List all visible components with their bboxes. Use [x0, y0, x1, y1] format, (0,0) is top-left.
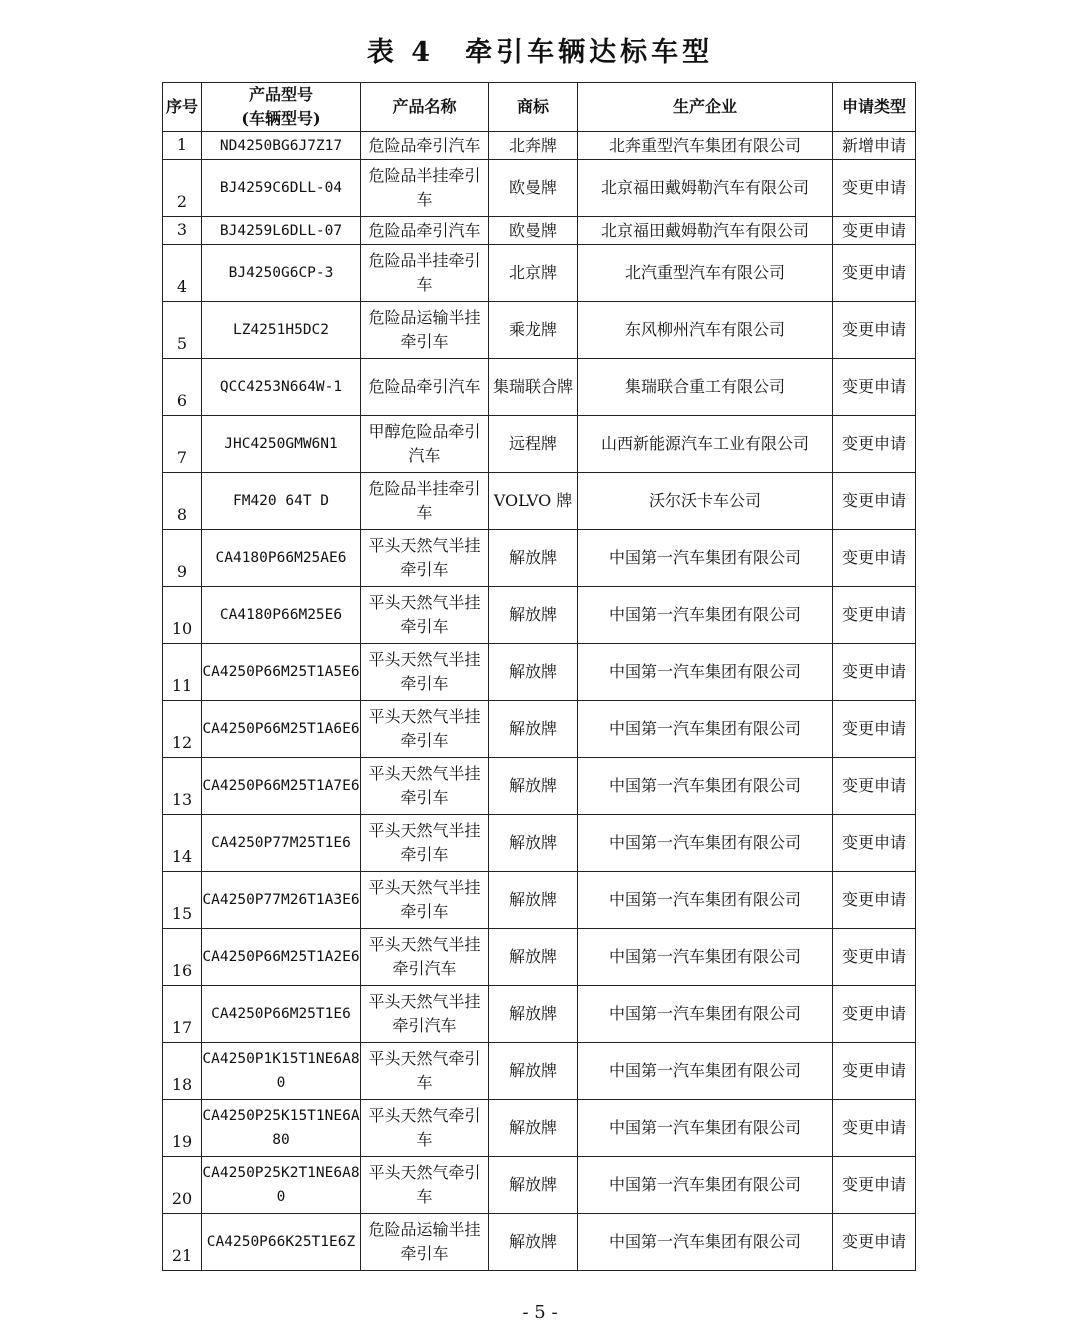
cell-brand: 解放牌 [489, 929, 578, 986]
cell-product-name: 危险品半挂牵引车 [361, 245, 489, 302]
table-row [163, 416, 916, 473]
header-model: 产品型号 (车辆型号) [202, 83, 361, 132]
cell-model: CA4250P66M25T1A7E6 [202, 758, 361, 815]
cell-model: CA4250P66M25T1A2E6 [202, 929, 361, 986]
cell-brand: 解放牌 [489, 701, 578, 758]
cell-product-name: 平头天然气半挂牵引车 [361, 530, 489, 587]
cell-maker: 中国第一汽车集团有限公司 [578, 815, 833, 872]
cell-maker: 中国第一汽车集团有限公司 [578, 530, 833, 587]
cell-model: FM420 64T D [202, 473, 361, 530]
table-row [163, 929, 916, 986]
cell-model: CA4250P25K15T1NE6A80 [202, 1100, 361, 1157]
cell-seq: 15 [163, 872, 202, 929]
table-row [163, 302, 916, 359]
cell-brand: 解放牌 [489, 644, 578, 701]
cell-seq: 18 [163, 1043, 202, 1100]
cell-application-type: 变更申请 [833, 986, 916, 1043]
cell-application-type: 变更申请 [833, 872, 916, 929]
table-row [163, 872, 916, 929]
cell-application-type: 变更申请 [833, 1214, 916, 1271]
cell-application-type: 变更申请 [833, 160, 916, 217]
cell-maker: 东风柳州汽车有限公司 [578, 302, 833, 359]
cell-application-type: 变更申请 [833, 217, 916, 245]
vehicle-table [162, 82, 916, 1271]
cell-seq: 10 [163, 587, 202, 644]
cell-application-type: 变更申请 [833, 473, 916, 530]
cell-application-type: 变更申请 [833, 359, 916, 416]
cell-seq: 20 [163, 1157, 202, 1214]
table-header-row [163, 83, 916, 132]
cell-brand: 解放牌 [489, 872, 578, 929]
cell-application-type: 变更申请 [833, 245, 916, 302]
cell-maker: 中国第一汽车集团有限公司 [578, 1043, 833, 1100]
cell-model: CA4250P25K2T1NE6A80 [202, 1157, 361, 1214]
cell-application-type: 变更申请 [833, 530, 916, 587]
cell-product-name: 平头天然气半挂牵引车 [361, 701, 489, 758]
cell-model: CA4250P1K15T1NE6A80 [202, 1043, 361, 1100]
header-brand: 商标 [489, 83, 578, 132]
cell-brand: VOLVO 牌 [489, 473, 578, 530]
cell-application-type: 变更申请 [833, 587, 916, 644]
cell-product-name: 危险品运输半挂牵引车 [361, 1214, 489, 1271]
cell-seq: 19 [163, 1100, 202, 1157]
cell-maker: 中国第一汽车集团有限公司 [578, 872, 833, 929]
cell-seq: 1 [163, 132, 202, 160]
cell-seq: 21 [163, 1214, 202, 1271]
cell-model: CA4250P77M25T1E6 [202, 815, 361, 872]
cell-brand: 乘龙牌 [489, 302, 578, 359]
cell-maker: 北京福田戴姆勒汽车有限公司 [578, 217, 833, 245]
cell-brand: 解放牌 [489, 587, 578, 644]
cell-product-name: 平头天然气半挂牵引车 [361, 587, 489, 644]
cell-model: QCC4253N664W-1 [202, 359, 361, 416]
cell-model: BJ4259L6DLL-07 [202, 217, 361, 245]
table-row [163, 1100, 916, 1157]
cell-maker: 中国第一汽车集团有限公司 [578, 1157, 833, 1214]
cell-application-type: 变更申请 [833, 302, 916, 359]
cell-brand: 解放牌 [489, 1043, 578, 1100]
cell-brand: 解放牌 [489, 1214, 578, 1271]
cell-model: CA4180P66M25E6 [202, 587, 361, 644]
cell-product-name: 甲醇危险品牵引汽车 [361, 416, 489, 473]
cell-application-type: 变更申请 [833, 758, 916, 815]
cell-product-name: 危险品半挂牵引车 [361, 473, 489, 530]
cell-model: JHC4250GMW6N1 [202, 416, 361, 473]
cell-seq: 2 [163, 160, 202, 217]
cell-model: BJ4259C6DLL-04 [202, 160, 361, 217]
cell-maker: 山西新能源汽车工业有限公司 [578, 416, 833, 473]
cell-product-name: 平头天然气半挂牵引车 [361, 644, 489, 701]
table-row [163, 132, 916, 160]
header-seq: 序号 [163, 83, 202, 132]
cell-application-type: 变更申请 [833, 1157, 916, 1214]
cell-brand: 解放牌 [489, 530, 578, 587]
cell-brand: 欧曼牌 [489, 160, 578, 217]
table-row [163, 245, 916, 302]
cell-product-name: 平头天然气半挂牵引车 [361, 872, 489, 929]
cell-maker: 北京福田戴姆勒汽车有限公司 [578, 160, 833, 217]
cell-product-name: 平头天然气半挂牵引汽车 [361, 929, 489, 986]
cell-brand: 欧曼牌 [489, 217, 578, 245]
cell-brand: 北京牌 [489, 245, 578, 302]
cell-maker: 中国第一汽车集团有限公司 [578, 644, 833, 701]
table-title: 表 4 牵引车辆达标车型 [366, 37, 714, 68]
cell-product-name: 平头天然气半挂牵引汽车 [361, 986, 489, 1043]
table-row [163, 701, 916, 758]
table-row [163, 1043, 916, 1100]
page-number: - 5 - [522, 1302, 558, 1323]
cell-brand: 远程牌 [489, 416, 578, 473]
cell-brand: 解放牌 [489, 815, 578, 872]
cell-seq: 6 [163, 359, 202, 416]
cell-brand: 解放牌 [489, 1157, 578, 1214]
header-maker: 生产企业 [578, 83, 833, 132]
table-row [163, 815, 916, 872]
cell-maker: 北奔重型汽车集团有限公司 [578, 132, 833, 160]
cell-product-name: 危险品牵引汽车 [361, 132, 489, 160]
cell-maker: 中国第一汽车集团有限公司 [578, 929, 833, 986]
cell-model: CA4250P66K25T1E6Z [202, 1214, 361, 1271]
cell-seq: 8 [163, 473, 202, 530]
cell-product-name: 平头天然气牵引车 [361, 1100, 489, 1157]
table-row [163, 530, 916, 587]
cell-seq: 9 [163, 530, 202, 587]
cell-seq: 12 [163, 701, 202, 758]
table-row [163, 160, 916, 217]
cell-application-type: 变更申请 [833, 1043, 916, 1100]
cell-seq: 4 [163, 245, 202, 302]
cell-seq: 17 [163, 986, 202, 1043]
cell-seq: 11 [163, 644, 202, 701]
cell-seq: 5 [163, 302, 202, 359]
cell-maker: 沃尔沃卡车公司 [578, 473, 833, 530]
cell-brand: 解放牌 [489, 758, 578, 815]
cell-model: CA4250P77M26T1A3E6 [202, 872, 361, 929]
cell-product-name: 平头天然气牵引车 [361, 1043, 489, 1100]
cell-seq: 13 [163, 758, 202, 815]
cell-model: ND4250BG6J7Z17 [202, 132, 361, 160]
cell-application-type: 变更申请 [833, 701, 916, 758]
table-row [163, 986, 916, 1043]
cell-seq: 7 [163, 416, 202, 473]
cell-product-name: 平头天然气半挂牵引车 [361, 758, 489, 815]
cell-model: CA4250P66M25T1A6E6 [202, 701, 361, 758]
cell-application-type: 变更申请 [833, 644, 916, 701]
table-row [163, 587, 916, 644]
table-row [163, 473, 916, 530]
cell-maker: 北汽重型汽车有限公司 [578, 245, 833, 302]
cell-seq: 16 [163, 929, 202, 986]
cell-product-name: 平头天然气牵引车 [361, 1157, 489, 1214]
cell-brand: 北奔牌 [489, 132, 578, 160]
cell-maker: 集瑞联合重工有限公司 [578, 359, 833, 416]
cell-brand: 解放牌 [489, 986, 578, 1043]
cell-application-type: 变更申请 [833, 815, 916, 872]
table-row [163, 359, 916, 416]
cell-application-type: 新增申请 [833, 132, 916, 160]
table-row [163, 758, 916, 815]
cell-maker: 中国第一汽车集团有限公司 [578, 1214, 833, 1271]
cell-seq: 14 [163, 815, 202, 872]
header-type: 申请类型 [833, 83, 916, 132]
table-row [163, 1214, 916, 1271]
table-row [163, 644, 916, 701]
cell-maker: 中国第一汽车集团有限公司 [578, 587, 833, 644]
cell-product-name: 平头天然气半挂牵引车 [361, 815, 489, 872]
cell-application-type: 变更申请 [833, 1100, 916, 1157]
cell-product-name: 危险品半挂牵引车 [361, 160, 489, 217]
cell-maker: 中国第一汽车集团有限公司 [578, 986, 833, 1043]
cell-model: LZ4251H5DC2 [202, 302, 361, 359]
table-row [163, 217, 916, 245]
header-name: 产品名称 [361, 83, 489, 132]
cell-model: CA4250P66M25T1A5E6 [202, 644, 361, 701]
cell-brand: 集瑞联合牌 [489, 359, 578, 416]
cell-brand: 解放牌 [489, 1100, 578, 1157]
cell-model: BJ4250G6CP-3 [202, 245, 361, 302]
table-row [163, 1157, 916, 1214]
table-body [163, 132, 916, 1271]
cell-product-name: 危险品运输半挂牵引车 [361, 302, 489, 359]
cell-seq: 3 [163, 217, 202, 245]
cell-model: CA4250P66M25T1E6 [202, 986, 361, 1043]
cell-application-type: 变更申请 [833, 416, 916, 473]
cell-maker: 中国第一汽车集团有限公司 [578, 758, 833, 815]
cell-maker: 中国第一汽车集团有限公司 [578, 701, 833, 758]
cell-product-name: 危险品牵引汽车 [361, 359, 489, 416]
cell-maker: 中国第一汽车集团有限公司 [578, 1100, 833, 1157]
cell-model: CA4180P66M25AE6 [202, 530, 361, 587]
cell-product-name: 危险品牵引汽车 [361, 217, 489, 245]
cell-application-type: 变更申请 [833, 929, 916, 986]
